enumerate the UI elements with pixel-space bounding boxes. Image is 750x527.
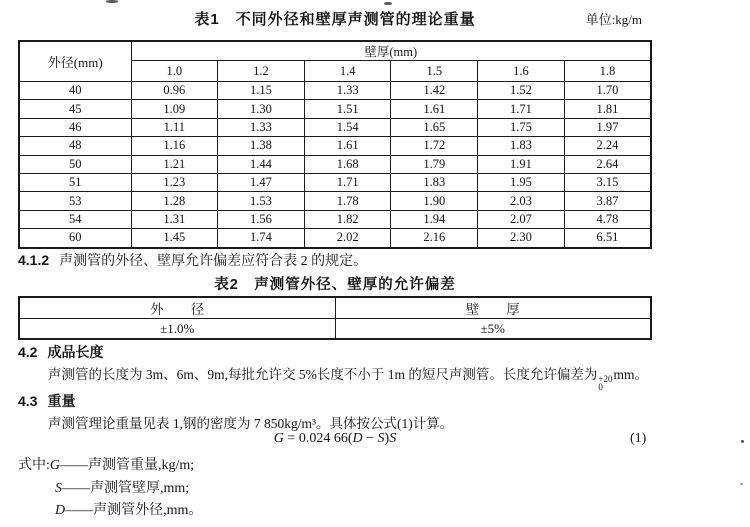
weight-cell: 1.30 xyxy=(218,100,305,118)
od-cell: 45 xyxy=(19,100,131,118)
weight-cell: 1.11 xyxy=(131,118,218,136)
od-cell: 40 xyxy=(19,82,131,100)
weight-cell: 4.78 xyxy=(564,210,651,228)
weight-cell: 1.61 xyxy=(391,100,478,118)
weight-cell: 2.24 xyxy=(564,137,651,155)
weight-cell: 1.53 xyxy=(218,192,305,210)
weight-cell: 1.28 xyxy=(131,192,218,210)
legend-desc: ——声测管外径,mm。 xyxy=(65,503,203,518)
tolerance-stack xyxy=(598,375,612,391)
od-tolerance-value: ±1.0% xyxy=(19,319,335,340)
legend-desc: ——声测管壁厚,mm; xyxy=(62,481,190,496)
table1-theoretical-weights xyxy=(18,40,652,249)
weight-cell: 1.65 xyxy=(391,118,478,136)
scan-smudge xyxy=(106,0,118,3)
weight-cell: 1.52 xyxy=(478,82,565,100)
weight-cell: 1.23 xyxy=(131,173,218,191)
weight-cell: 1.94 xyxy=(391,210,478,228)
weight-cell: 2.30 xyxy=(478,229,565,248)
table-row xyxy=(19,229,651,248)
clause-heading-text: 成品长度 xyxy=(47,344,104,360)
table1-title: 表1 不同外径和壁厚声测管的理论重量 xyxy=(194,11,476,28)
weight-cell: 1.45 xyxy=(131,229,218,248)
weight-formula xyxy=(18,431,652,447)
weight-cell: 1.79 xyxy=(391,155,478,173)
weight-cell: 1.54 xyxy=(304,118,391,136)
legend-line-G xyxy=(18,454,652,474)
clause-heading-text: 重量 xyxy=(47,393,76,409)
od-cell: 46 xyxy=(19,118,131,136)
table-row xyxy=(19,173,651,191)
od-cell: 60 xyxy=(19,229,131,248)
formula-symbol-D: D xyxy=(352,431,363,446)
scan-smudge xyxy=(384,2,392,5)
weight-cell: 1.44 xyxy=(218,155,305,173)
thickness-tolerance-header: 壁 厚 xyxy=(335,297,651,319)
thickness-header: 1.8 xyxy=(564,61,651,82)
thickness-header: 1.2 xyxy=(218,61,305,82)
weight-cell: 1.70 xyxy=(564,82,651,100)
weight-cell: 0.96 xyxy=(131,82,218,100)
thickness-group-header: 壁厚(mm) xyxy=(131,41,651,61)
table-row xyxy=(19,192,651,210)
tolerance-lower: 0 xyxy=(598,382,603,392)
thickness-header: 1.4 xyxy=(304,61,391,82)
weight-cell: 1.71 xyxy=(304,173,391,191)
thickness-header: 1.6 xyxy=(478,61,565,82)
table2-tolerances xyxy=(18,296,652,340)
table1-unit-label: 单位:kg/m xyxy=(585,12,642,27)
legend-line-S xyxy=(55,477,689,497)
tolerance-upper: +20 xyxy=(598,374,613,384)
table1-header-row-group xyxy=(19,41,651,61)
weight-cell: 2.07 xyxy=(478,210,565,228)
weight-cell: 1.51 xyxy=(304,100,391,118)
clause-4-2-heading xyxy=(18,342,652,362)
legend-desc: ——声测管重量,kg/m; xyxy=(60,458,195,473)
weight-cell: 1.15 xyxy=(218,82,305,100)
weight-cell: 1.90 xyxy=(391,192,478,210)
table-row xyxy=(19,82,651,100)
weight-cell: 1.75 xyxy=(478,118,565,136)
clause-text: 声测管的外径、壁厚允许偏差应符合表 2 的规定。 xyxy=(59,254,368,269)
legend-line-D xyxy=(55,499,689,519)
legend-intro: 式中: xyxy=(18,458,50,473)
clause-4-1-2 xyxy=(18,250,652,270)
weight-cell: 1.42 xyxy=(391,82,478,100)
legend-symbol-S: S xyxy=(55,481,62,496)
od-column-header: 外径(mm) xyxy=(19,41,131,82)
weight-cell: 1.47 xyxy=(218,173,305,191)
weight-cell: 3.15 xyxy=(564,173,651,191)
weight-cell: 1.56 xyxy=(218,210,305,228)
formula-row xyxy=(18,431,652,449)
weight-cell: 1.61 xyxy=(304,137,391,155)
clause-number: 4.2 xyxy=(18,344,38,360)
table1-caption-row xyxy=(18,8,652,30)
table2-value-row xyxy=(19,319,651,340)
scan-dot xyxy=(740,483,743,485)
scan-dot xyxy=(741,440,744,443)
formula-symbol-S: S xyxy=(377,431,385,446)
od-cell: 50 xyxy=(19,155,131,173)
weight-cell: 1.71 xyxy=(478,100,565,118)
formula-text: = 0.024 66( xyxy=(283,431,353,446)
weight-cell: 1.95 xyxy=(478,173,565,191)
weight-cell: 2.03 xyxy=(478,192,565,210)
legend-symbol-G: G xyxy=(49,458,61,473)
table2-header-row xyxy=(19,297,651,319)
table-row xyxy=(19,118,651,136)
clause-body-tail: mm。 xyxy=(613,367,648,382)
weight-cell: 1.16 xyxy=(131,137,218,155)
clause-number: 4.3 xyxy=(18,393,38,409)
weight-cell: 2.02 xyxy=(304,229,391,248)
formula-number: (1) xyxy=(630,431,647,446)
weight-cell: 2.16 xyxy=(391,229,478,248)
clause-4-3-body: 声测管理论重量见表 1,钢的密度为 7 850kg/m³。具体按公式(1)计算。 xyxy=(48,416,454,431)
od-cell: 51 xyxy=(19,173,131,191)
weight-cell: 2.64 xyxy=(564,155,651,173)
weight-cell: 1.91 xyxy=(478,155,565,173)
clause-4-2-body xyxy=(48,363,652,391)
od-tolerance-header: 外 径 xyxy=(19,297,335,319)
weight-cell: 1.68 xyxy=(304,155,391,173)
weight-cell: 3.87 xyxy=(564,192,651,210)
table2-title: 表2 声测管外径、壁厚的允许偏差 xyxy=(214,277,456,293)
thickness-tolerance-value: ±5% xyxy=(335,319,651,340)
clause-4-3-heading xyxy=(18,391,652,411)
weight-cell: 1.38 xyxy=(218,137,305,155)
weight-cell: 1.72 xyxy=(391,137,478,155)
od-cell: 53 xyxy=(19,192,131,210)
weight-cell: 1.81 xyxy=(564,100,651,118)
weight-cell: 1.09 xyxy=(131,100,218,118)
table-row xyxy=(19,155,651,173)
formula-symbol-S: S xyxy=(389,431,397,446)
clause-body-text: 声测管的长度为 3m、6m、9m,每批允许交 5%长度不小于 1m 的短尺声测管。长度允许偏差为 xyxy=(48,367,598,382)
weight-cell: 1.33 xyxy=(304,82,391,100)
weight-cell: 1.78 xyxy=(304,192,391,210)
table-row xyxy=(19,100,651,118)
thickness-header: 1.5 xyxy=(391,61,478,82)
weight-cell: 1.83 xyxy=(478,137,565,155)
weight-cell: 1.82 xyxy=(304,210,391,228)
clause-number: 4.1.2 xyxy=(18,252,50,268)
weight-cell: 1.31 xyxy=(131,210,218,228)
formula-symbol-G: G xyxy=(273,431,284,446)
table-row xyxy=(19,137,651,155)
od-cell: 48 xyxy=(19,137,131,155)
table-row xyxy=(19,210,651,228)
thickness-header: 1.0 xyxy=(131,61,218,82)
formula-text: ) xyxy=(384,431,390,446)
weight-cell: 1.97 xyxy=(564,118,651,136)
weight-cell: 6.51 xyxy=(564,229,651,248)
weight-cell: 1.83 xyxy=(391,173,478,191)
weight-cell: 1.33 xyxy=(218,118,305,136)
od-cell: 54 xyxy=(19,210,131,228)
legend-symbol-D: D xyxy=(55,503,66,518)
weight-cell: 1.21 xyxy=(131,155,218,173)
formula-text: − xyxy=(362,431,378,446)
weight-cell: 1.74 xyxy=(218,229,305,248)
